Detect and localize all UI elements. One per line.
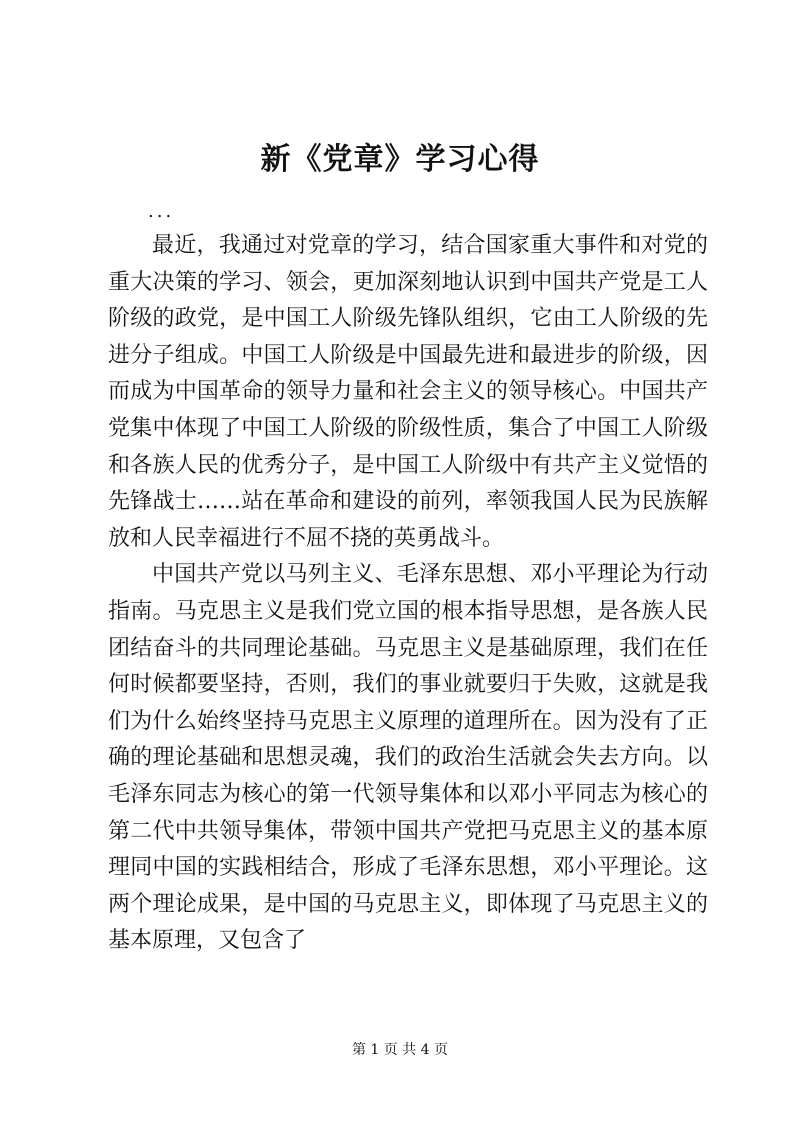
page-footer: 第 1 页 共 4 页 — [351, 1042, 449, 1058]
paragraph-1: 最近，我通过对党章的学习，结合国家重大事件和对党的重大决策的学习、领会，更加深刻地认识到中国共产党是工人阶级的政党，是中国工人阶级先锋队组织，它由工人阶级的先进分子组成。中国工人阶级是中国最先进和最进步的阶级，因而成为中国革命的领导力量和社会主义的领导核心。中国共产党集中体现了中国工人阶级的阶级性质，集合了中国工人阶级和各族人民的优秀分子，是中国工人阶级中有共产主义觉悟的先锋战士……站在革命和建设的前列，率领我国人民为民族解放和人民幸福进行不屈不挠的英勇战斗。 — [108, 233, 708, 551]
paragraph-2: 中国共产党以马列主义、毛泽东思想、邓小平理论为行动指南。马克思主义是我们党立国的根本指导思想，是各族人民团结奋斗的共同理论基础。马克思主义是基础原理，我们在任何时候都要坚持，否则，我们的事业就要归于失败，这就是我们为什么始终坚持马克思主义原理的道理所在。因为没有了正确的理论基础和思想灵魂，我们的政治生活就会失去方向。以毛泽东同志为核心的第一代领导集体和以邓小平同志为核心的第二代中共领导集体，带领中国共产党把马克思主义的基本原理同中国的实践相结合，形成了毛泽东思想，邓小平理论。这两个理论成果，是中国的马克思主义，即体现了马克思主义的基本原理，又包含了 — [108, 562, 708, 954]
page-title: 新《党章》学习心得 — [260, 142, 540, 177]
ellipsis-marker: ... — [148, 201, 175, 222]
body-text — [108, 228, 708, 960]
